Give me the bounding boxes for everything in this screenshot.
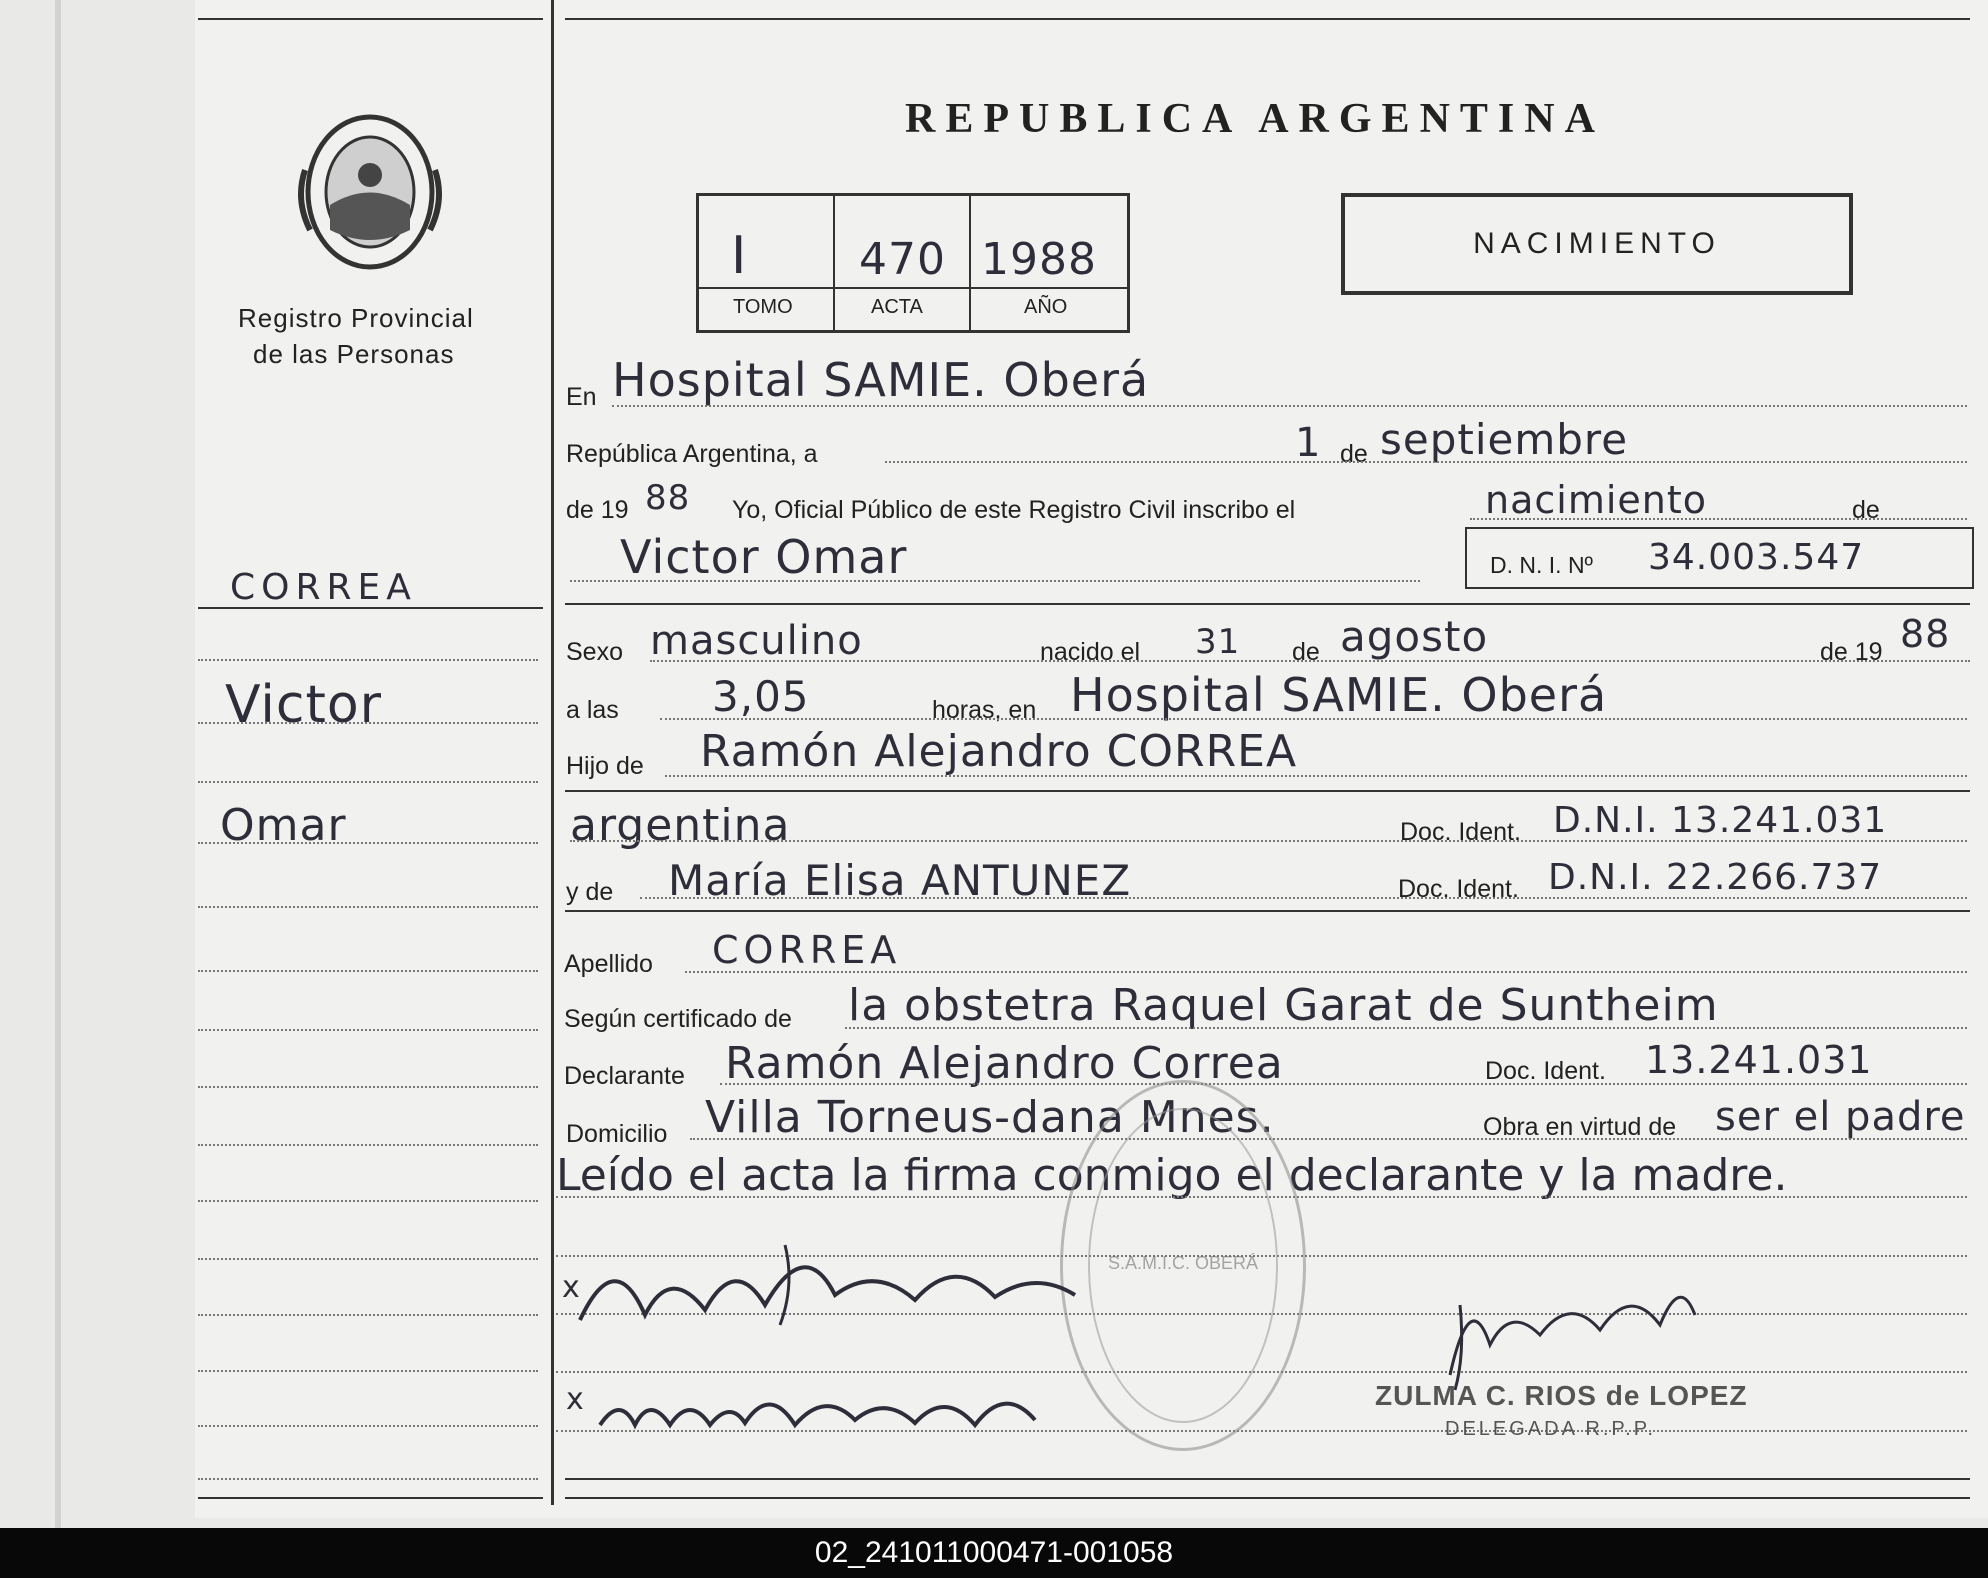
label-doc-madre: Doc. Ident. (1398, 875, 1519, 903)
dotted-line (665, 775, 1967, 777)
margin-dotted-line (198, 1314, 538, 1316)
dotted-line (612, 405, 1967, 407)
margin-dotted-line (198, 1086, 538, 1088)
official-seal (1060, 1080, 1306, 1451)
dotted-line (685, 971, 1967, 973)
declarant-signature (575, 1225, 1085, 1335)
section-rule (565, 790, 1970, 792)
margin-dotted-line (198, 1029, 538, 1031)
official-signature (1430, 1265, 1710, 1395)
margin-dotted-line (198, 842, 538, 844)
label-segun: Según certificado de (564, 1005, 792, 1033)
value-mes-registro: septiembre (1380, 415, 1629, 464)
value-hora: 3,05 (712, 672, 810, 721)
dotted-line (570, 580, 1420, 582)
dotted-line (1470, 518, 1967, 520)
label-de-mes: de (1340, 440, 1368, 468)
value-doc-declarante: 13.241.031 (1645, 1038, 1873, 1082)
margin-dotted-line (198, 1478, 538, 1480)
dotted-line (845, 1027, 1967, 1029)
value-obra: ser el padre (1715, 1094, 1966, 1140)
label-domicilio: Domicilio (566, 1120, 668, 1148)
value-lugar: Hospital SAMIE. Oberá (612, 353, 1150, 407)
mother-signature (595, 1365, 1055, 1455)
label-de-nombre: de (1852, 496, 1880, 524)
anio-label: AÑO (1024, 296, 1068, 318)
tomo-value: I (731, 226, 748, 286)
province-crest (295, 110, 445, 275)
value-nombre: Victor Omar (620, 530, 908, 584)
label-sexo: Sexo (566, 638, 623, 666)
label-dni: D. N. I. Nº (1490, 552, 1593, 578)
dotted-line (660, 718, 1967, 720)
section-rule (565, 910, 1970, 912)
margin-dotted-line (198, 1425, 538, 1427)
margin-dotted-line (198, 722, 538, 724)
column-divider (551, 0, 554, 1505)
label-apellido: Apellido (564, 950, 653, 978)
acta-label: ACTA (871, 296, 923, 318)
value-dia-nac: 31 (1195, 622, 1241, 662)
dotted-line (885, 461, 1967, 463)
acta-value: 470 (859, 234, 946, 285)
margin-dotted-line (198, 1258, 538, 1260)
label-a-las: a las (566, 696, 619, 724)
value-apellido: CORREA (712, 928, 902, 972)
value-nacionalidad: argentina (570, 800, 791, 851)
margin-dotted-line (198, 1144, 538, 1146)
label-y-de: y de (566, 878, 614, 906)
margin-dotted-line (198, 970, 538, 972)
tomo-label: TOMO (733, 296, 793, 318)
top-rule-left (198, 18, 543, 20)
value-certificado: la obstetra Raquel Garat de Suntheim (848, 980, 1719, 1031)
record-type-box (1341, 193, 1853, 295)
value-doc-padre: D.N.I. 13.241.031 (1553, 800, 1888, 841)
margin-surname: CORREA (230, 567, 417, 608)
margin-dotted-line (198, 1200, 538, 1202)
margin-second-name: Omar (220, 800, 347, 851)
label-horas-en: horas, en (932, 696, 1037, 724)
label-yo-oficial: Yo, Oficial Público de este Registro Civil inscribo el (732, 496, 1296, 524)
value-doc-madre: D.N.I. 22.266.737 (1548, 857, 1883, 898)
label-republica: República Argentina, a (566, 440, 818, 468)
registry-name-line1: Registro Provincial (238, 303, 474, 333)
value-anio-registro: 88 (645, 478, 691, 518)
official-title: DELEGADA R.P.P. (1445, 1418, 1657, 1440)
country-title: REPUBLICA ARGENTINA (905, 96, 1605, 142)
bottom-rule (565, 1478, 1970, 1480)
label-de-mes-nac: de (1292, 638, 1320, 666)
value-madre: María Elisa ANTUNEZ (668, 856, 1132, 905)
margin-rule (198, 607, 543, 609)
footer-bar (0, 1528, 1988, 1578)
image-id: 02_241011000471-001058 (814, 1536, 1174, 1569)
margin-dotted-line (198, 1370, 538, 1372)
record-number-box (696, 193, 1130, 333)
margin-dotted-line (198, 659, 538, 661)
section-rule (565, 603, 1970, 605)
dotted-line (720, 1083, 1967, 1085)
value-dni: 34.003.547 (1648, 537, 1865, 578)
binding-fold (55, 0, 61, 1528)
value-lugar-nac: Hospital SAMIE. Oberá (1070, 668, 1608, 722)
label-hijo-de: Hijo de (566, 752, 644, 780)
margin-bottom-rule (198, 1497, 543, 1499)
seal-text: S.A.M.I.C. OBERÁ (1107, 1253, 1259, 1273)
registry-name-line2: de las Personas (253, 339, 455, 369)
margin-dotted-line (198, 781, 538, 783)
label-declarante: Declarante (564, 1062, 685, 1090)
value-dia-registro: 1 (1295, 420, 1322, 466)
label-doc-padre: Doc. Ident. (1400, 818, 1521, 846)
value-acto: nacimiento (1485, 478, 1708, 522)
label-de19-nac: de 19 (1820, 638, 1883, 666)
dotted-line (650, 660, 1970, 662)
margin-first-name: Victor (225, 675, 383, 735)
label-nacido-el: nacido el (1040, 638, 1141, 666)
record-type-label: NACIMIENTO (1473, 227, 1721, 260)
signature-mark-2: x (566, 1382, 585, 1417)
value-padre: Ramón Alejandro CORREA (700, 726, 1298, 777)
margin-dotted-line (198, 906, 538, 908)
value-leido: Leído el acta la firma conmigo el declarante y la madre. (556, 1150, 1788, 1201)
value-anio-nac: 88 (1900, 612, 1951, 656)
label-en: En (566, 383, 597, 411)
bottom-rule-outer (565, 1497, 1970, 1499)
label-obra: Obra en virtud de (1483, 1113, 1677, 1141)
top-rule-right (565, 18, 1970, 20)
signature-mark-1: x (562, 1270, 581, 1305)
label-de19: de 19 (566, 496, 629, 524)
anio-value: 1988 (981, 234, 1097, 285)
value-mes-nac: agosto (1340, 612, 1489, 661)
dotted-line (640, 897, 1967, 899)
label-doc-declarante: Doc. Ident. (1485, 1057, 1606, 1085)
value-domicilio: Villa Torneus-dana Mnes. (705, 1092, 1275, 1143)
dotted-line (690, 1138, 1967, 1140)
official-name: ZULMA C. RIOS de LOPEZ (1375, 1380, 1748, 1411)
value-sexo: masculino (650, 618, 863, 664)
record-box-divider (699, 287, 1127, 289)
dotted-line (570, 840, 1967, 842)
value-declarante: Ramón Alejandro Correa (725, 1038, 1284, 1089)
